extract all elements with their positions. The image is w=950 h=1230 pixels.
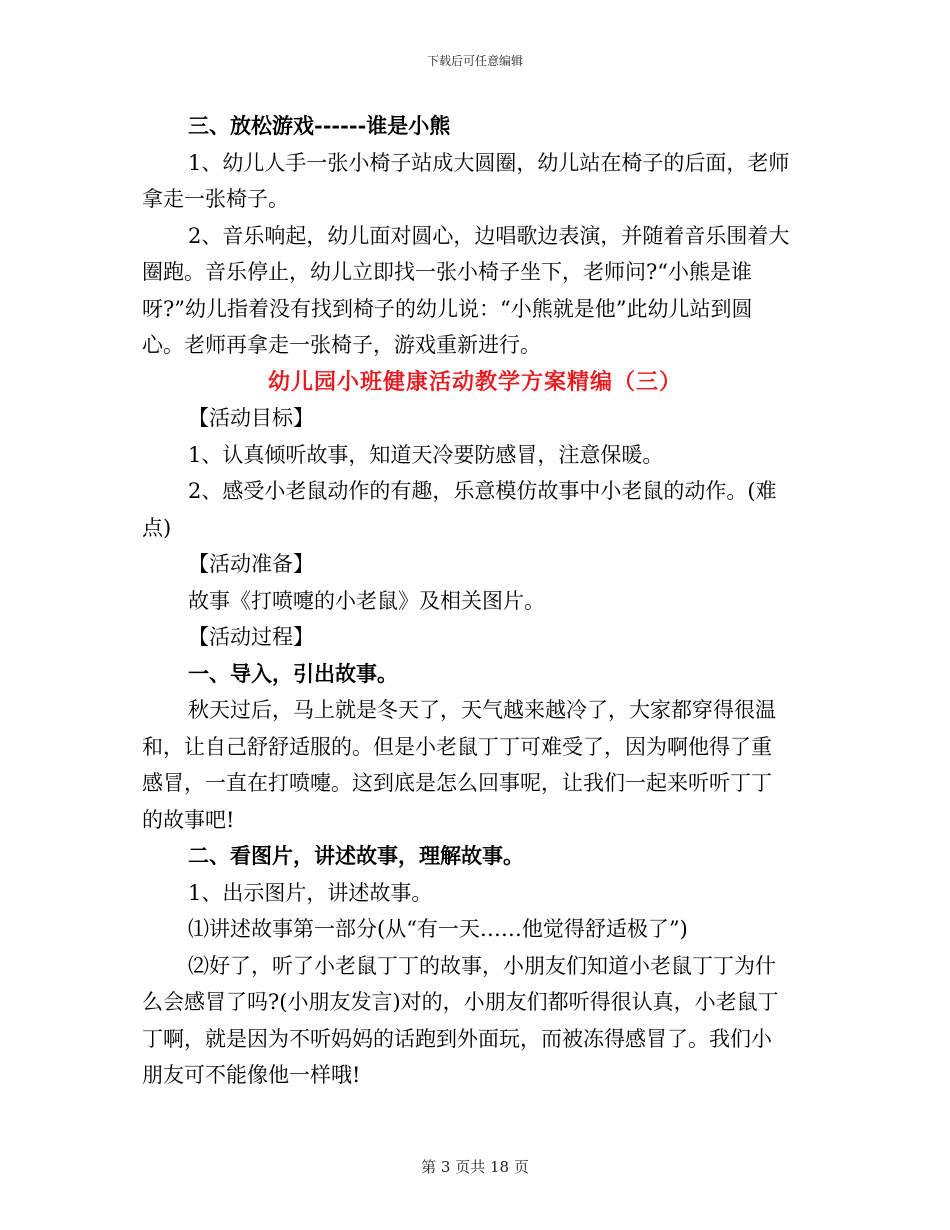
text-line: ⑵好了，听了小老鼠丁丁的故事，小朋友们知道小老鼠丁丁为什 [188, 953, 776, 978]
page-header: 下载后可任意编辑 [426, 54, 523, 68]
section-title: 幼儿园小班健康活动教学方案精编（三） [267, 368, 682, 395]
text-line: 呀?”幼儿指着没有找到椅子的幼儿说：“小熊就是他”此幼儿站到圆 [142, 296, 753, 321]
text-line: 么会感冒了吗?(小朋友发言)对的，小朋友们都听得很认真，小老鼠丁 [142, 990, 779, 1014]
text-line: 【活动目标】 [188, 406, 314, 430]
text-line: 【活动准备】 [188, 552, 314, 576]
text-line: 点) [142, 515, 172, 540]
text-line: 三、放松游戏------谁是小熊 [188, 113, 451, 138]
text-line: 秋天过后，马上就是冬天了，天气越来越冷了，大家都穿得很温 [188, 698, 776, 722]
text-line: 2、感受小老鼠动作的有趣，乐意模仿故事中小老鼠的动作。(难 [188, 479, 777, 503]
text-line: 故事《打喷嚏的小老鼠》及相关图片。 [188, 588, 545, 613]
text-line: 2、音乐响起，幼儿面对圆心，边唱歌边表演，并随着音乐围着大 [188, 223, 790, 248]
text-line: 丁啊，就是因为不听妈妈的话跑到外面玩，而被冻得感冒了。我们小 [142, 1026, 772, 1051]
text-line: 【活动过程】 [188, 625, 314, 649]
document-body [142, 108, 808, 1094]
text-line: 朋友可不能像他一样哦! [142, 1063, 361, 1087]
text-line: 感冒，一直在打喷嚏。这到底是怎么回事呢，让我们一起来听听丁丁 [142, 771, 772, 795]
text-line: 拿走一张椅子。 [142, 187, 289, 211]
text-line: ⑴讲述故事第一部分(从“有一天……他觉得舒适极了”) [188, 917, 688, 941]
text-line: 和，让自己舒舒适服的。但是小老鼠丁丁可难受了，因为啊他得了重 [142, 734, 772, 759]
text-line: 圈跑。音乐停止，幼儿立即找一张小椅子坐下，老师问?“小熊是谁 [142, 260, 752, 284]
text-line: 1、幼儿人手一张小椅子站成大圆圈，幼儿站在椅子的后面，老师 [188, 150, 790, 175]
text-line: 的故事吧! [142, 807, 235, 832]
text-line: 一、导入，引出故事。 [188, 660, 398, 686]
text-line: 二、看图片，讲述故事，理解故事。 [188, 843, 524, 868]
text-line: 1、出示图片，讲述故事。 [188, 880, 433, 905]
text-line: 1、认真倾听故事，知道天冷要防感冒，注意保暖。 [188, 442, 664, 467]
text-line: 心。老师再拿走一张椅子，游戏重新进行。 [142, 333, 541, 357]
page-footer: 第 3 页共 18 页 [421, 1158, 529, 1176]
